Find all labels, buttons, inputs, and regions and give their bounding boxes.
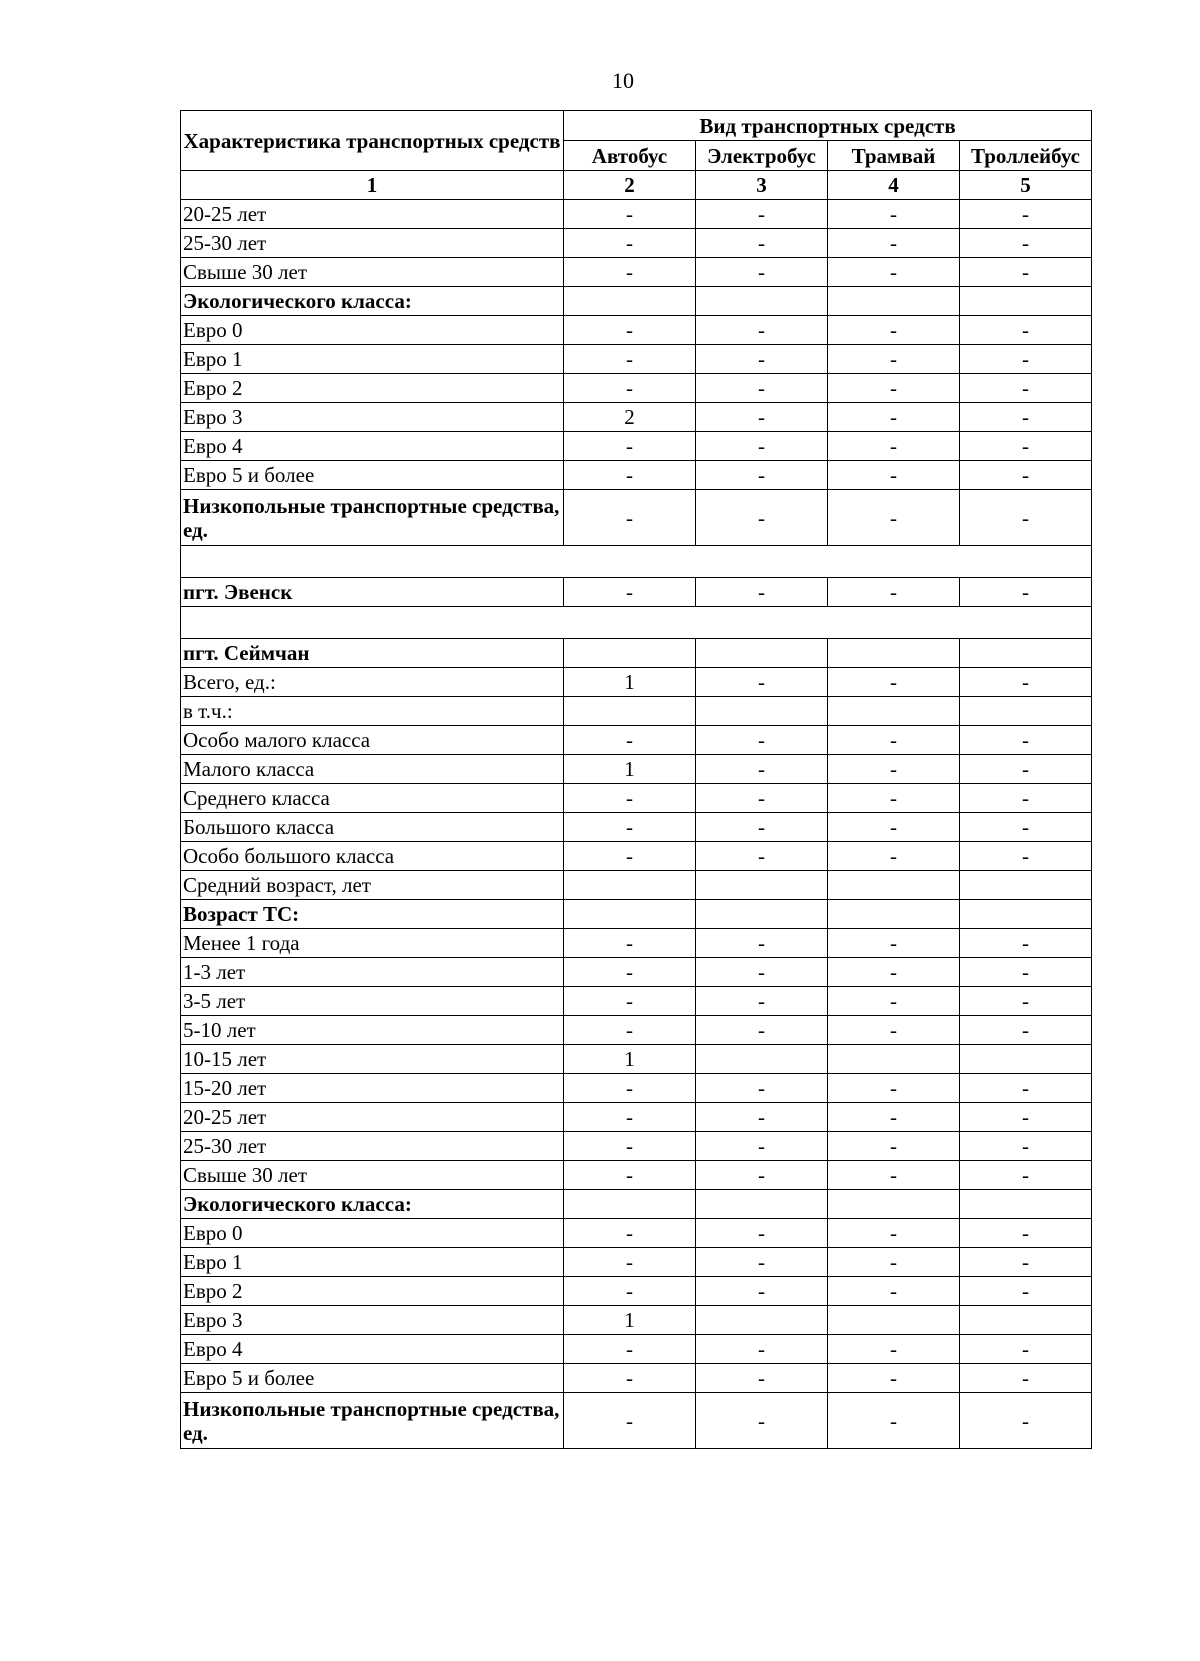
row-label: Евро 2 [181, 374, 564, 403]
page-number: 10 [612, 68, 634, 93]
value-cell: - [564, 490, 696, 546]
table-row [181, 461, 1092, 490]
value-cell: - [960, 374, 1092, 403]
value-cell: - [960, 1074, 1092, 1103]
value-cell: - [960, 784, 1092, 813]
value-cell: - [828, 1364, 960, 1393]
table-row [181, 1074, 1092, 1103]
value-cell: - [828, 1016, 960, 1045]
row-label: Евро 3 [181, 1306, 564, 1335]
value-cell: - [696, 1277, 828, 1306]
value-cell: - [960, 668, 1092, 697]
value-cell: 2 [564, 403, 696, 432]
value-cell: - [696, 1248, 828, 1277]
value-cell: - [828, 432, 960, 461]
value-cell [960, 900, 1092, 929]
row-label: Экологического класса: [181, 287, 564, 316]
value-cell [696, 871, 828, 900]
row-label: Средний возраст, лет [181, 871, 564, 900]
header-tram: Трамвай [828, 141, 960, 171]
value-cell: - [960, 345, 1092, 374]
value-cell: - [696, 1335, 828, 1364]
value-cell [960, 287, 1092, 316]
row-label: 1-3 лет [181, 958, 564, 987]
value-cell: - [696, 842, 828, 871]
table-row [181, 316, 1092, 345]
value-cell: - [828, 842, 960, 871]
value-cell: - [696, 726, 828, 755]
value-cell: - [960, 258, 1092, 287]
value-cell: - [960, 432, 1092, 461]
value-cell: - [828, 403, 960, 432]
value-cell: - [960, 316, 1092, 345]
value-cell: - [960, 1103, 1092, 1132]
value-cell: - [828, 229, 960, 258]
value-cell: - [960, 578, 1092, 607]
value-cell: - [564, 726, 696, 755]
value-cell: - [828, 813, 960, 842]
value-cell: - [960, 229, 1092, 258]
value-cell: - [960, 813, 1092, 842]
table-row [181, 1016, 1092, 1045]
value-cell: - [960, 1364, 1092, 1393]
value-cell [960, 639, 1092, 668]
value-cell: - [564, 258, 696, 287]
value-cell: - [960, 1161, 1092, 1190]
value-cell: - [696, 229, 828, 258]
value-cell [828, 639, 960, 668]
col-number-5: 5 [960, 171, 1092, 200]
value-cell: - [696, 258, 828, 287]
value-cell [564, 287, 696, 316]
value-cell: - [564, 1016, 696, 1045]
row-label: Евро 1 [181, 1248, 564, 1277]
value-cell: - [564, 1103, 696, 1132]
table-row [181, 1103, 1092, 1132]
row-label: 20-25 лет [181, 200, 564, 229]
value-cell: - [564, 1161, 696, 1190]
value-cell: - [696, 1161, 828, 1190]
value-cell [960, 871, 1092, 900]
header-trolleybus: Троллейбус [960, 141, 1092, 171]
value-cell: - [828, 374, 960, 403]
table-row [181, 490, 1092, 546]
header-characteristic: Характеристика транспортных средств [181, 111, 564, 171]
table-header [181, 111, 1092, 200]
value-cell: - [828, 461, 960, 490]
value-cell: - [960, 1277, 1092, 1306]
value-cell: - [564, 842, 696, 871]
value-cell: - [696, 1103, 828, 1132]
header-vehicle-type: Вид транспортных средств [564, 111, 1092, 141]
table-row [181, 1335, 1092, 1364]
value-cell [960, 1306, 1092, 1335]
row-label: Евро 0 [181, 1219, 564, 1248]
row-label: Евро 3 [181, 403, 564, 432]
value-cell: - [564, 316, 696, 345]
value-cell [696, 1190, 828, 1219]
value-cell: - [960, 461, 1092, 490]
value-cell: - [828, 958, 960, 987]
value-cell: - [696, 1219, 828, 1248]
value-cell: - [828, 1161, 960, 1190]
value-cell: - [696, 755, 828, 784]
value-cell: - [696, 1016, 828, 1045]
row-label: 25-30 лет [181, 1132, 564, 1161]
table-row [181, 987, 1092, 1016]
table-row [181, 1161, 1092, 1190]
value-cell: - [828, 345, 960, 374]
table-row [181, 1248, 1092, 1277]
table-row [181, 1132, 1092, 1161]
row-label: 5-10 лет [181, 1016, 564, 1045]
value-cell: - [960, 1132, 1092, 1161]
table-row [181, 1277, 1092, 1306]
value-cell: - [564, 813, 696, 842]
value-cell [696, 287, 828, 316]
header-bus: Автобус [564, 141, 696, 171]
value-cell: - [696, 461, 828, 490]
value-cell: - [960, 929, 1092, 958]
value-cell [696, 697, 828, 726]
table-row [181, 258, 1092, 287]
spacer-row [181, 546, 1092, 578]
value-cell [828, 697, 960, 726]
value-cell: - [564, 1393, 696, 1449]
table-row [181, 374, 1092, 403]
value-cell: - [828, 987, 960, 1016]
value-cell: 1 [564, 668, 696, 697]
value-cell: - [828, 258, 960, 287]
col-number-3: 3 [696, 171, 828, 200]
value-cell [564, 871, 696, 900]
value-cell: - [564, 1364, 696, 1393]
value-cell [828, 871, 960, 900]
value-cell [696, 900, 828, 929]
value-cell [564, 639, 696, 668]
value-cell: - [564, 229, 696, 258]
value-cell: - [696, 345, 828, 374]
value-cell: - [960, 987, 1092, 1016]
value-cell: - [696, 1393, 828, 1449]
col-number-2: 2 [564, 171, 696, 200]
value-cell: - [696, 1074, 828, 1103]
value-cell [696, 1306, 828, 1335]
row-label: пгт. Эвенск [181, 578, 564, 607]
table-row [181, 784, 1092, 813]
table-row [181, 900, 1092, 929]
value-cell: - [696, 1364, 828, 1393]
table-row [181, 958, 1092, 987]
row-label: Среднего класса [181, 784, 564, 813]
value-cell: - [696, 374, 828, 403]
value-cell: - [564, 432, 696, 461]
value-cell: - [828, 1248, 960, 1277]
table-row [181, 697, 1092, 726]
table-row [181, 578, 1092, 607]
value-cell: - [564, 1074, 696, 1103]
value-cell: - [696, 490, 828, 546]
value-cell [828, 900, 960, 929]
value-cell: - [696, 958, 828, 987]
row-label: Евро 1 [181, 345, 564, 374]
table-row [181, 1219, 1092, 1248]
value-cell: - [564, 929, 696, 958]
value-cell: - [564, 1248, 696, 1277]
value-cell [828, 1306, 960, 1335]
value-cell: - [828, 755, 960, 784]
value-cell: - [828, 578, 960, 607]
row-label: Возраст ТС: [181, 900, 564, 929]
value-cell: - [960, 403, 1092, 432]
value-cell: - [960, 1393, 1092, 1449]
value-cell: - [828, 200, 960, 229]
value-cell: - [564, 1219, 696, 1248]
row-label: Евро 4 [181, 432, 564, 461]
value-cell: - [564, 1132, 696, 1161]
value-cell [696, 639, 828, 668]
row-label: Свыше 30 лет [181, 258, 564, 287]
table-row [181, 639, 1092, 668]
table-row [181, 1393, 1092, 1449]
value-cell: - [564, 784, 696, 813]
row-label: Евро 2 [181, 1277, 564, 1306]
value-cell: - [696, 813, 828, 842]
value-cell [696, 1045, 828, 1074]
row-label: Менее 1 года [181, 929, 564, 958]
value-cell: - [696, 403, 828, 432]
value-cell [960, 1190, 1092, 1219]
row-label: Особо большого класса [181, 842, 564, 871]
value-cell: - [828, 929, 960, 958]
value-cell: - [696, 668, 828, 697]
col-number-1: 1 [181, 171, 564, 200]
row-label: Особо малого класса [181, 726, 564, 755]
value-cell: - [960, 755, 1092, 784]
table-row [181, 200, 1092, 229]
value-cell: - [696, 578, 828, 607]
spacer-cell [181, 546, 1092, 578]
value-cell: - [828, 1393, 960, 1449]
value-cell: - [960, 490, 1092, 546]
value-cell: - [564, 200, 696, 229]
value-cell [828, 1190, 960, 1219]
row-label: Низкопольные транспортные средства, ед. [181, 1393, 564, 1449]
value-cell [564, 697, 696, 726]
table-row [181, 1190, 1092, 1219]
value-cell: 1 [564, 1306, 696, 1335]
row-label: пгт. Сеймчан [181, 639, 564, 668]
value-cell: - [696, 432, 828, 461]
value-cell: - [960, 958, 1092, 987]
transport-table [180, 110, 1092, 1449]
value-cell: - [960, 1248, 1092, 1277]
row-label: 25-30 лет [181, 229, 564, 258]
header-electrobus: Электробус [696, 141, 828, 171]
value-cell: 1 [564, 755, 696, 784]
table-row [181, 755, 1092, 784]
row-label: Низкопольные транспортные средства, ед. [181, 490, 564, 546]
table-row [181, 403, 1092, 432]
row-label: Большого класса [181, 813, 564, 842]
row-label: 15-20 лет [181, 1074, 564, 1103]
row-label: Экологического класса: [181, 1190, 564, 1219]
value-cell: - [564, 1335, 696, 1364]
row-label: 20-25 лет [181, 1103, 564, 1132]
value-cell [828, 1045, 960, 1074]
value-cell: - [564, 345, 696, 374]
value-cell: - [564, 578, 696, 607]
row-label: 3-5 лет [181, 987, 564, 1016]
table-row [181, 432, 1092, 461]
table-row [181, 871, 1092, 900]
table-row [181, 726, 1092, 755]
value-cell: - [960, 200, 1092, 229]
table-row [181, 1306, 1092, 1335]
value-cell: 1 [564, 1045, 696, 1074]
row-label: Малого класса [181, 755, 564, 784]
row-label: 10-15 лет [181, 1045, 564, 1074]
value-cell: - [960, 842, 1092, 871]
value-cell: - [828, 1103, 960, 1132]
value-cell: - [960, 1016, 1092, 1045]
value-cell: - [696, 784, 828, 813]
value-cell [828, 287, 960, 316]
table-row [181, 1364, 1092, 1393]
value-cell: - [828, 316, 960, 345]
value-cell: - [696, 987, 828, 1016]
row-label: Всего, ед.: [181, 668, 564, 697]
value-cell: - [828, 1277, 960, 1306]
spacer-cell [181, 607, 1092, 639]
value-cell: - [564, 461, 696, 490]
value-cell: - [828, 1132, 960, 1161]
row-label: в т.ч.: [181, 697, 564, 726]
table-row [181, 345, 1092, 374]
row-label: Евро 4 [181, 1335, 564, 1364]
table-row [181, 668, 1092, 697]
table-row [181, 813, 1092, 842]
value-cell: - [564, 1277, 696, 1306]
value-cell: - [564, 958, 696, 987]
value-cell: - [696, 929, 828, 958]
table-row [181, 287, 1092, 316]
row-label: Свыше 30 лет [181, 1161, 564, 1190]
value-cell: - [828, 1219, 960, 1248]
row-label: Евро 0 [181, 316, 564, 345]
value-cell: - [828, 726, 960, 755]
value-cell: - [696, 200, 828, 229]
value-cell [564, 1190, 696, 1219]
table-row [181, 842, 1092, 871]
value-cell: - [696, 1132, 828, 1161]
col-number-4: 4 [828, 171, 960, 200]
value-cell: - [564, 374, 696, 403]
value-cell [960, 1045, 1092, 1074]
spacer-row [181, 607, 1092, 639]
value-cell: - [960, 1219, 1092, 1248]
table-row [181, 1045, 1092, 1074]
value-cell: - [564, 987, 696, 1016]
table-row [181, 929, 1092, 958]
value-cell: - [828, 784, 960, 813]
value-cell: - [696, 316, 828, 345]
table-body [181, 200, 1092, 1449]
table-row [181, 229, 1092, 258]
value-cell: - [960, 726, 1092, 755]
value-cell: - [828, 490, 960, 546]
row-label: Евро 5 и более [181, 1364, 564, 1393]
value-cell: - [828, 668, 960, 697]
row-label: Евро 5 и более [181, 461, 564, 490]
value-cell: - [960, 1335, 1092, 1364]
value-cell: - [828, 1335, 960, 1364]
value-cell [564, 900, 696, 929]
value-cell: - [828, 1074, 960, 1103]
value-cell [960, 697, 1092, 726]
